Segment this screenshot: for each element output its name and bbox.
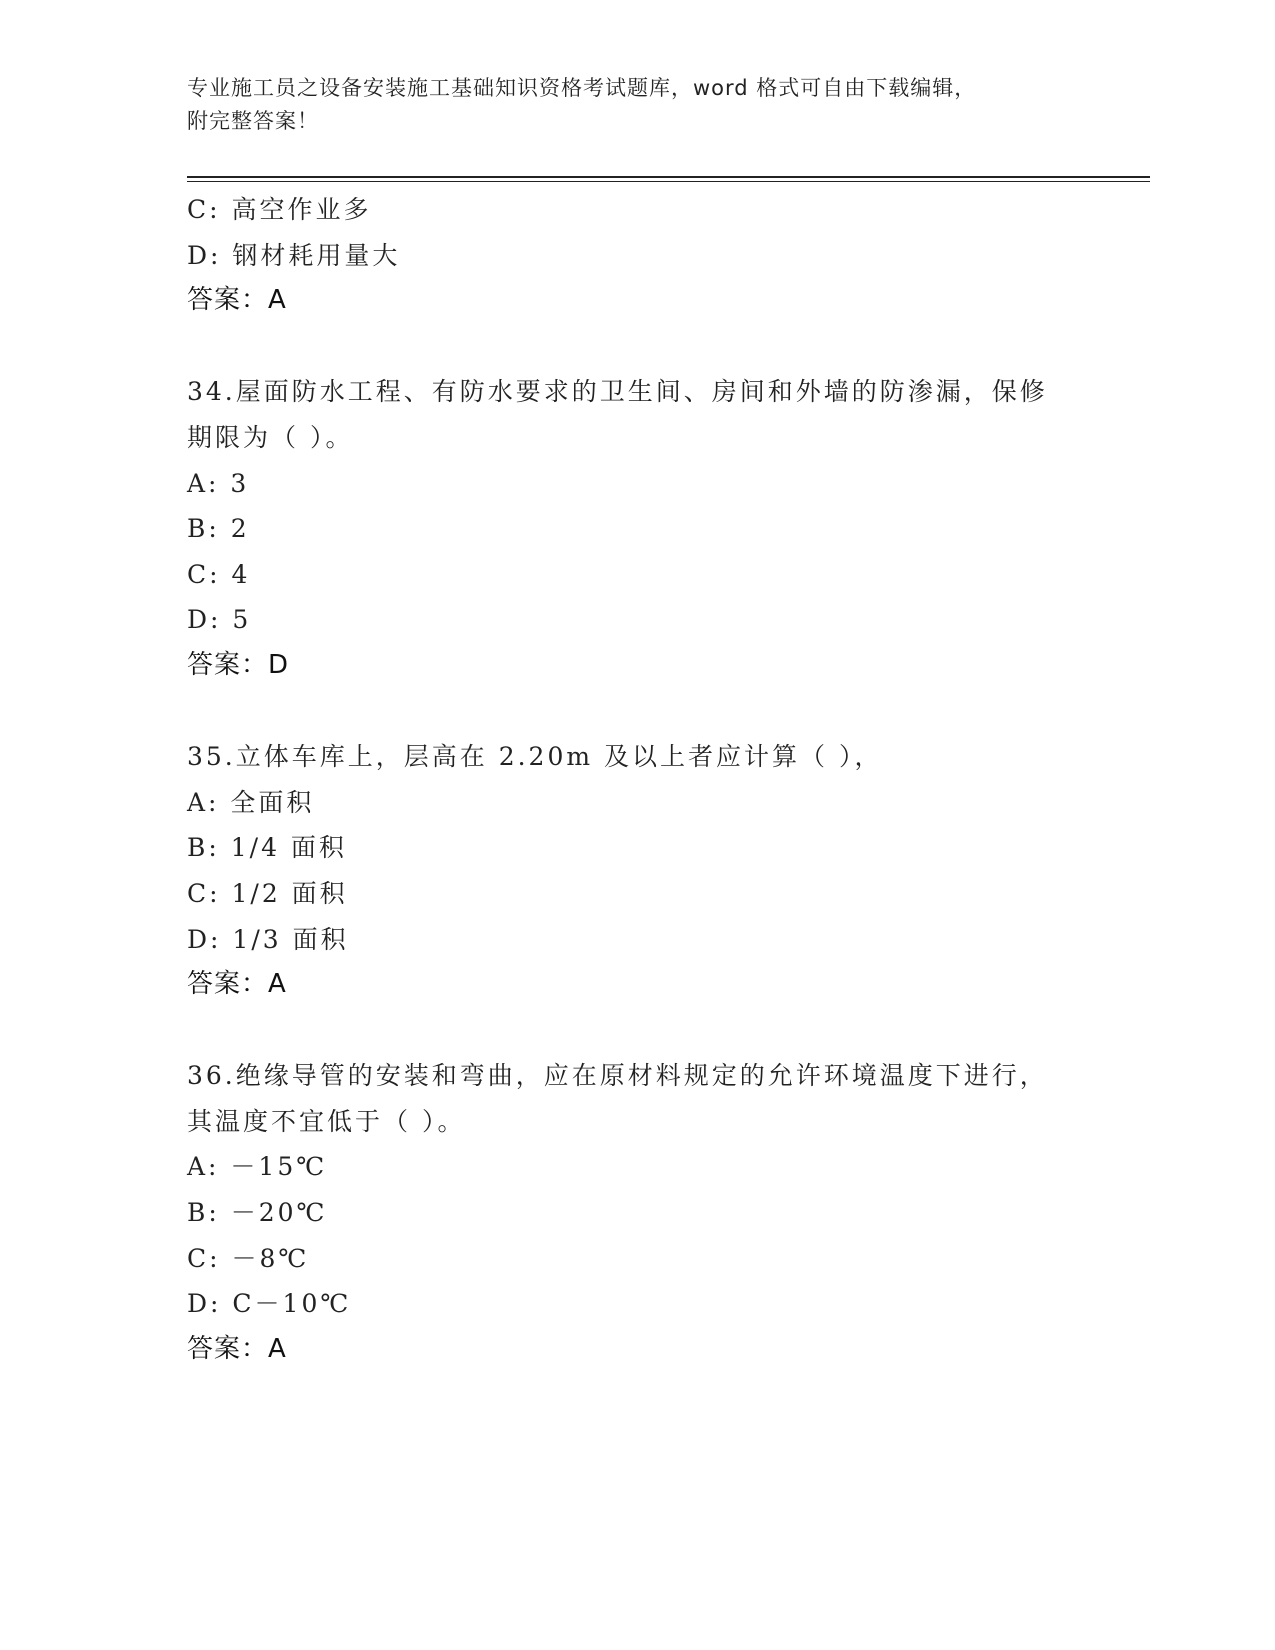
- option-a: A: －15℃: [187, 1152, 328, 1182]
- option-c: C: 1/2 面积: [187, 878, 348, 908]
- option-a: A: 3: [187, 468, 250, 498]
- question-list: [187, 187, 1137, 1372]
- option-b: B: －20℃: [187, 1198, 328, 1228]
- option-c: C: 高空作业多: [187, 195, 372, 224]
- option-d: D: 1/3 面积: [187, 924, 349, 954]
- answer-line: 答案：A: [187, 1333, 287, 1364]
- header-divider-thin: [187, 181, 1150, 182]
- option-b: B: 1/4 面积: [187, 833, 347, 863]
- header-divider-thick: [187, 176, 1150, 178]
- question-35: [187, 734, 1137, 1008]
- question-stem-line: 34.屋面防水工程、有防水要求的卫生间、房间和外墙的防渗漏，保修: [187, 377, 1048, 407]
- header-line-2: 附完整答案！: [187, 109, 319, 133]
- option-d: D: C－10℃: [187, 1289, 352, 1319]
- spacer: [187, 324, 1137, 370]
- spacer: [187, 1008, 1137, 1054]
- question-34: [187, 369, 1137, 688]
- spacer: [187, 689, 1137, 735]
- option-b: B: 2: [187, 514, 250, 544]
- partial-question: [187, 187, 1137, 324]
- question-36: [187, 1053, 1137, 1372]
- answer-line: 答案：D: [187, 649, 290, 680]
- question-stem-line: 36.绝缘导管的安装和弯曲，应在原材料规定的允许环境温度下进行，: [187, 1061, 1048, 1091]
- option-a: A: 全面积: [187, 787, 315, 817]
- question-stem-line: 35.立体车库上，层高在 2.20m 及以上者应计算（ ），: [187, 742, 883, 772]
- option-d: D: 5: [187, 605, 252, 635]
- answer-line: 答案：A: [187, 969, 287, 1000]
- question-stem-line: 期限为（ ）。: [187, 422, 354, 452]
- answer-line: 答案：A: [187, 285, 287, 316]
- header-line-1: 专业施工员之设备安装施工基础知识资格考试题库，word 格式可自由下载编辑，: [187, 76, 977, 100]
- document-header: [187, 72, 1067, 138]
- option-d: D: 钢材耗用量大: [187, 240, 401, 270]
- option-c: C: 4: [187, 559, 251, 589]
- option-c: C: －8℃: [187, 1243, 310, 1273]
- question-stem-line: 其温度不宜低于（ ）。: [187, 1106, 466, 1136]
